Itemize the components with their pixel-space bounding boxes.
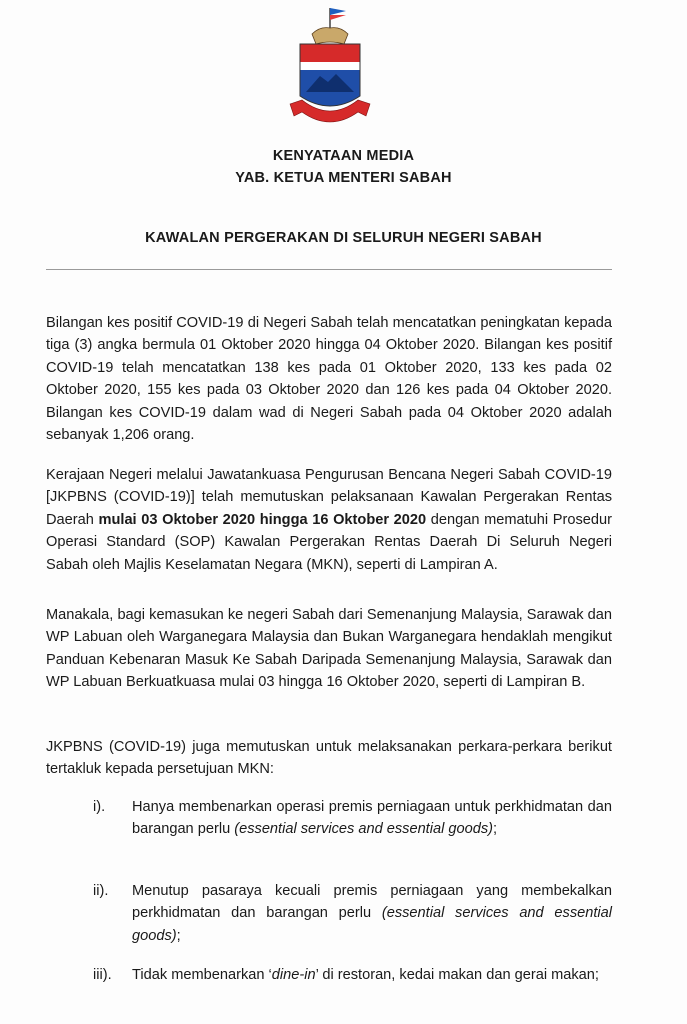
list-item-text-main: Menutup pasaraya kecuali premis perniagaan yang membekalkan perkhidmatan dan barangan perlu	[132, 883, 612, 922]
list-item-number: iii).	[93, 967, 112, 983]
media-statement-heading: KENYATAAN MEDIA	[272, 148, 415, 164]
list-item-italic: (essential services and essential goods)	[132, 905, 613, 944]
list-item-italic: dine-in	[271, 967, 316, 983]
list-item-italic: (essential services and essential goods)	[234, 821, 494, 838]
list-item-text	[132, 964, 612, 986]
paragraph-2-text-a: Kerajaan Negeri melalui Jawatankuasa Pengurusan Bencana Negeri Sabah COVID-19 [JKPBNS (COVID-19)] telah memutuskan pelaksanaan Kawalan Pergerakan Rentas Daerah	[46, 467, 612, 528]
paragraph-2-bold-dates: mulai 03 Oktober 2020 hingga 16 Oktober 2020	[98, 511, 427, 528]
list-item-number: ii).	[93, 883, 109, 899]
sabah-crest-logo	[284, 4, 376, 134]
list-item-text	[132, 796, 612, 841]
list-item-number: i).	[93, 799, 106, 815]
list-item-text-main: Hanya membenarkan operasi premis perniagaan untuk perkhidmatan dan barangan perlu	[132, 799, 612, 838]
chief-minister-heading: YAB. KETUA MENTERI SABAH	[235, 170, 452, 186]
paragraph-1: Bilangan kes positif COVID-19 di Negeri Sabah telah mencatatkan peningkatan kepada tiga (3) angka bermula 01 Oktober 2020 hingga 04 Oktober 2020. Bilangan kes positif COVID-19 telah mencatatkan 138 kes pada 01 Oktober 2020, 133 kes pada 02 Oktober 2020, 155 kes pada 03 Oktober 2020 dan 126 kes pada 04 Oktober 2020. Bilangan kes COVID-19 dalam wad di Negeri Sabah pada 04 Oktober 2020 adalah sebanyak 1,206 orang.	[46, 315, 612, 444]
document-title: KAWALAN PERGERAKAN DI SELURUH NEGERI SABAH	[145, 230, 542, 246]
divider-line	[46, 269, 612, 270]
list-item-end: ;	[176, 927, 181, 944]
paragraph-2-text-b: dengan mematuhi Prosedur Operasi Standard (SOP) Kawalan Pergerakan Rentas Daerah Di Seluruh Negeri Sabah oleh Majlis Keselamatan Negara (MKN), seperti di Lampiran A.	[46, 511, 612, 573]
list-item-end: ;	[493, 821, 498, 838]
list-item-end: ’ di restoran, kedai makan dan gerai makan;	[315, 967, 599, 983]
paragraph-2	[46, 464, 612, 576]
list-item-text-main: Tidak membenarkan ‘	[132, 967, 272, 983]
paragraph-3: Manakala, bagi kemasukan ke negeri Sabah dari Semenanjung Malaysia, Sarawak dan WP Labuan oleh Warganegara Malaysia dan Bukan Warganegara hendaklah mengikut Panduan Kebenaran Masuk Ke Sabah Daripada Semenanjung Malaysia, Sarawak dan WP Labuan Berkuatkuasa mulai 03 hingga 16 Oktober 2020, seperti di Lampiran B.	[46, 607, 612, 691]
list-item-text	[132, 880, 612, 947]
paragraph-4: JKPBNS (COVID-19) juga memutuskan untuk melaksanakan perkara-perkara berikut tertakluk kepada persetujuan MKN:	[46, 739, 612, 778]
